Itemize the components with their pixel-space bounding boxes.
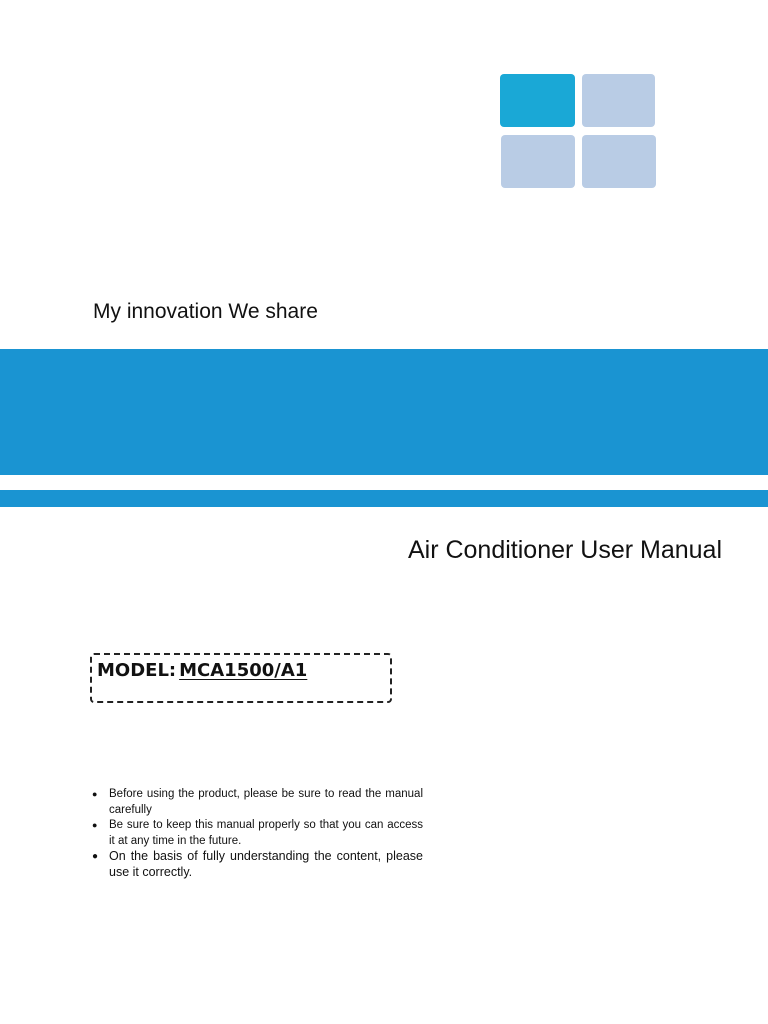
document-title: Air Conditioner User Manual	[407, 536, 722, 564]
bullet-icon: ●	[92, 820, 98, 830]
model-line	[97, 658, 327, 684]
logo-square-bottom-right	[582, 135, 656, 188]
brand-band	[0, 349, 768, 475]
note-text: On the basis of fully understanding the content, please use it correctly.	[109, 849, 423, 879]
logo-square-bottom-left	[501, 135, 575, 188]
model-box	[90, 653, 392, 703]
note-item	[92, 849, 423, 880]
logo-square-accent	[500, 74, 575, 127]
model-value: MCA1500/A1	[179, 660, 308, 681]
bullet-icon: ●	[92, 789, 98, 799]
note-text: Before using the product, please be sure to read the manual carefully	[109, 788, 423, 816]
note-item	[92, 818, 423, 849]
tagline: My innovation We share	[93, 300, 318, 323]
note-item	[92, 787, 423, 818]
model-label: MODEL:	[97, 660, 177, 681]
bullet-icon: ●	[92, 851, 99, 862]
note-text: Be sure to keep this manual properly so that you can access it at any time in the future.	[109, 819, 423, 847]
logo-square-top-right	[582, 74, 655, 127]
usage-notes	[92, 787, 423, 880]
brand-stripe	[0, 490, 768, 507]
